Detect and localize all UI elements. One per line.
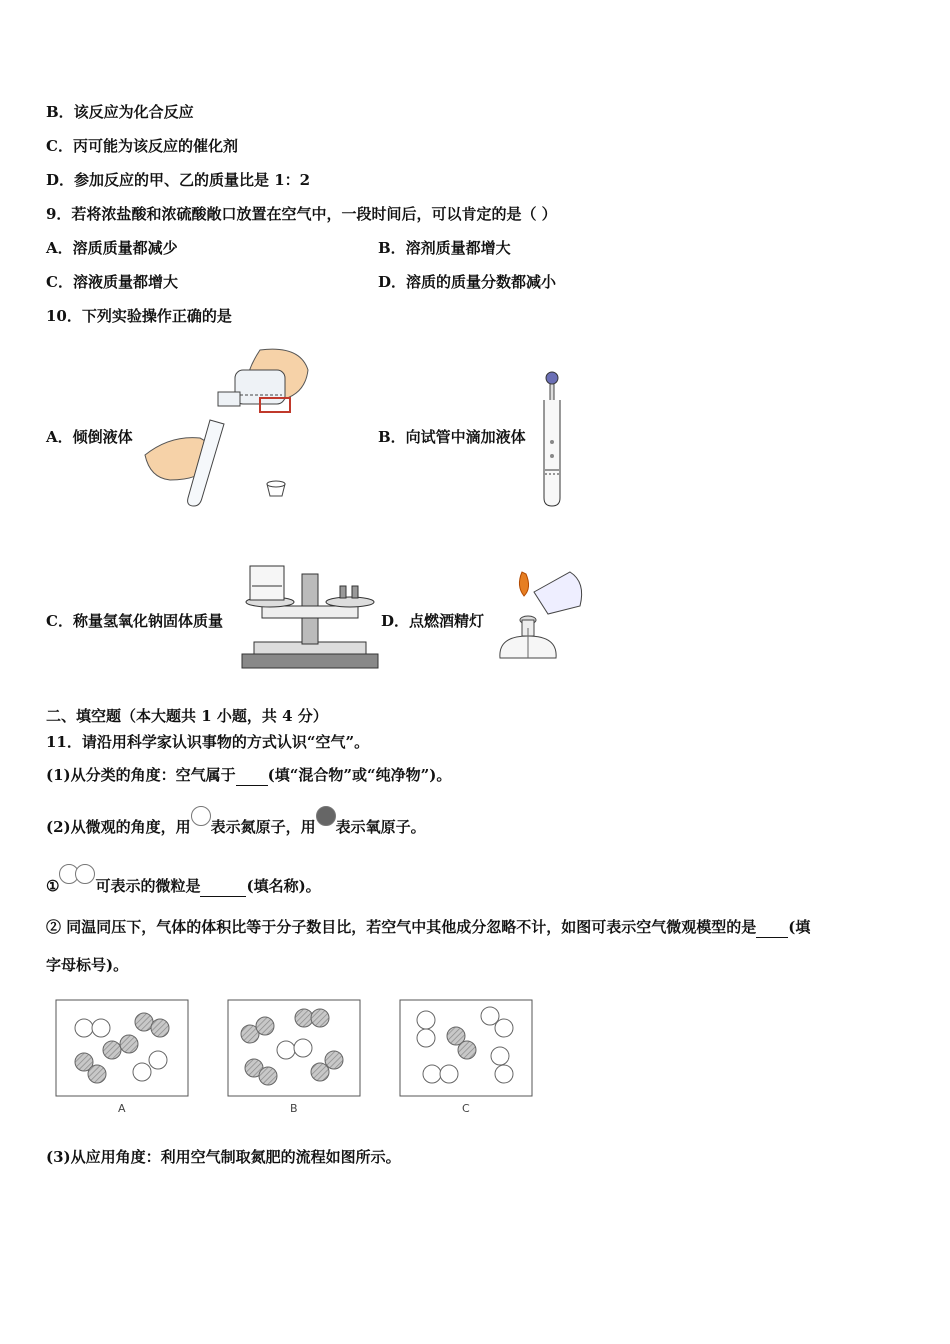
dropper-test-tube-illustration <box>538 370 566 510</box>
q9-option-d: D．溶质的质量分数都减小 <box>378 273 557 291</box>
q11-part3: (3)从应用角度：利用空气制取氮肥的流程如图所示。 <box>46 1148 401 1166</box>
q11-sub1-text-c: (填名称)。 <box>246 877 321 895</box>
q11-part2-text-a: (2)从微观的角度，用 <box>46 818 191 836</box>
q10-option-c: C．称量氢氧化钠固体质量 <box>46 612 223 630</box>
q11-stem: 11．请沿用科学家认识事物的方式认识“空气”。 <box>46 733 370 751</box>
q11-sub2-tail: (填 <box>788 918 811 936</box>
q10-option-d: D．点燃酒精灯 <box>381 612 485 630</box>
pouring-liquid-illustration <box>140 340 310 510</box>
q8-option-d: D．参加反应的甲、乙的质量比是 1：2 <box>46 171 311 189</box>
q11-sub1-marker: ① <box>46 877 60 895</box>
q11-part2-text-b: 表示氮原子，用 <box>210 818 316 836</box>
q10-option-b: B．向试管中滴加液体 <box>378 428 526 446</box>
q9-option-a: A．溶质质量都减少 <box>46 239 178 257</box>
nitrogen-atom-icon <box>191 806 211 826</box>
q11-sub1 <box>46 864 321 897</box>
q11-sub2-text: ② 同温同压下，气体的体积比等于分子数目比，若空气中其他成分忽略不计，如图可表示空气微观模型的是 <box>46 918 757 936</box>
air-model-figure <box>54 998 538 1116</box>
q9-option-c: C．溶液质量都增大 <box>46 273 178 291</box>
q9-stem: 9．若将浓盐酸和浓硫酸敞口放置在空气中，一段时间后，可以肯定的是（ ） <box>46 205 557 223</box>
q11-sub2-line1 <box>46 917 810 938</box>
answer-blank-1[interactable] <box>236 765 268 786</box>
model-box-c[interactable] <box>400 1000 532 1096</box>
q11-part1 <box>46 765 451 786</box>
nitrogen-molecule-icon <box>59 864 95 886</box>
q11-part2 <box>46 806 426 837</box>
section-two-title: 二、填空题（本大题共 1 小题，共 4 分） <box>46 707 328 725</box>
q11-sub2-line2: 字母标号)。 <box>46 956 129 974</box>
answer-blank-3[interactable] <box>756 917 788 938</box>
balance-scale-illustration <box>240 562 380 670</box>
q9-option-b: B．溶剂质量都增大 <box>378 239 511 257</box>
alcohol-lamp-illustration <box>492 562 592 670</box>
q10-option-a: A．倾倒液体 <box>46 428 133 446</box>
model-box-b[interactable] <box>228 1000 360 1096</box>
q11-part1-text-b: (填“混合物”或“纯净物”)。 <box>267 766 452 784</box>
q11-part1-text-a: (1)从分类的角度：空气属于 <box>46 766 236 784</box>
q11-part2-text-c: 表示氧原子。 <box>335 818 426 836</box>
model-label-a: A <box>118 1102 126 1115</box>
model-box-a[interactable] <box>56 1000 188 1096</box>
q10-stem: 10．下列实验操作正确的是 <box>46 307 232 325</box>
oxygen-atom-icon <box>316 806 336 826</box>
q11-sub1-text-b: 可表示的微粒是 <box>95 877 201 895</box>
answer-blank-2[interactable] <box>200 876 246 897</box>
q8-option-b: B．该反应为化合反应 <box>46 103 194 121</box>
q8-option-c: C．丙可能为该反应的催化剂 <box>46 137 238 155</box>
model-label-c: C <box>462 1102 470 1115</box>
model-label-b: B <box>290 1102 298 1115</box>
